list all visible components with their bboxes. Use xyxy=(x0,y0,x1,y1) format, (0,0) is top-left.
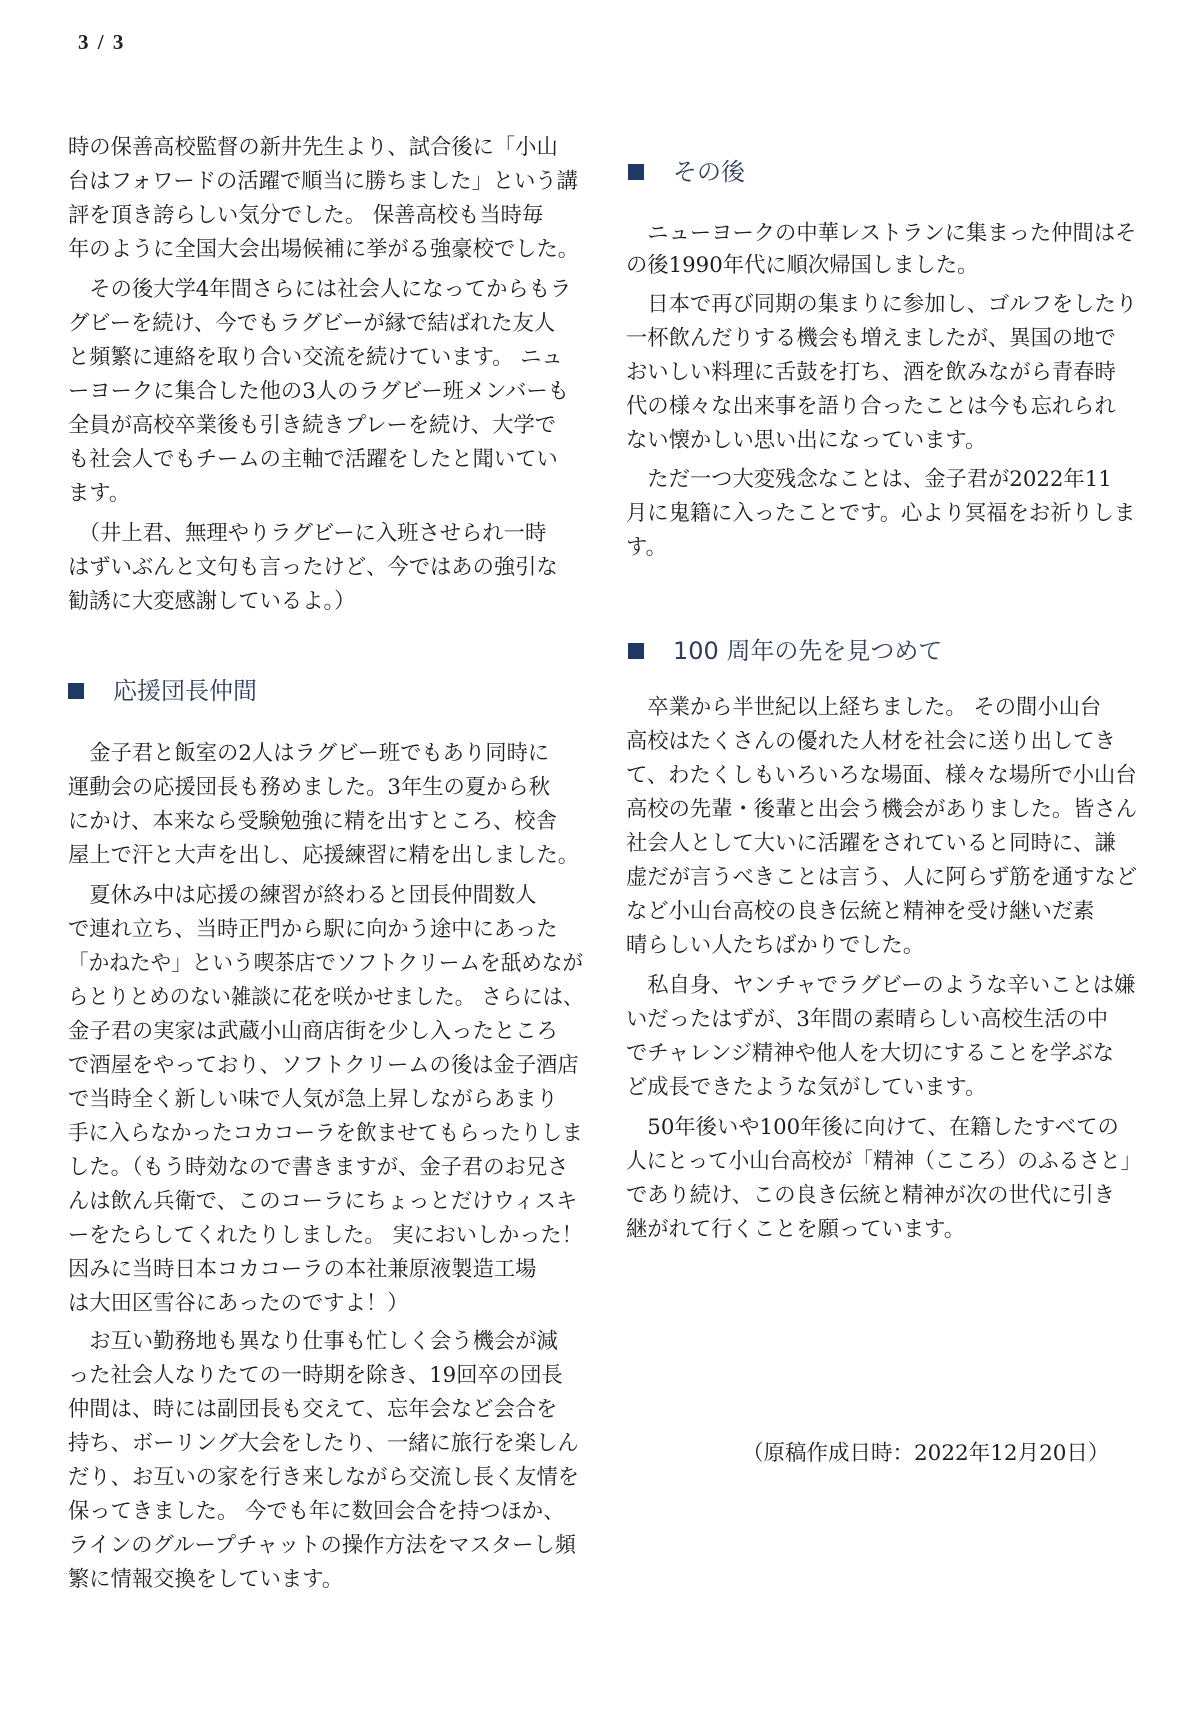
text-line: と頻繁に連絡を取り合い交流を続けています。 ニュ xyxy=(68,345,563,370)
text-line: 保ってきました。 今でも年に数回会合を持つほか、 xyxy=(68,1499,565,1524)
text-line: 持ち、ボーリング大会をしたり、一緒に旅行を楽しん xyxy=(68,1431,579,1456)
text-line: にかけ、本来なら受験勉強に精を出すところ、校舎 xyxy=(68,809,557,834)
text-line: で酒屋をやっており、ソフトクリームの後は金子酒店 xyxy=(68,1053,579,1078)
text-line: 年のように全国大会出場候補に挙がる強豪校でした。 xyxy=(68,237,580,262)
text-line: 卒業から半世紀以上経ちました。 その間小山台 xyxy=(626,695,1102,720)
section-heading-text: その後 xyxy=(673,158,745,186)
text-line: 高校はたくさんの優れた人材を社会に送り出してき xyxy=(626,729,1116,754)
text-line: 代の様々な出来事を語り合ったことは今も忘れられ xyxy=(626,394,1116,419)
text-line: でチャレンジ精神や他人を大切にすることを学ぶな xyxy=(626,1041,1115,1066)
text-line: で連れ立ち、当時正門から駅に向かう途中にあった xyxy=(68,917,558,942)
text-line: った社会人なりたての一時期を除き、19回卒の団長 xyxy=(68,1363,563,1388)
text-line: 勧誘に大変感謝しているよ。） xyxy=(68,589,356,614)
text-line: いだったはずが、3年間の素晴らしい高校生活の中 xyxy=(626,1007,1109,1032)
text-line: 夏休み中は応援の練習が終わると団長仲間数人 xyxy=(68,883,537,908)
text-line: ます。 xyxy=(68,481,131,506)
text-line: んは飲ん兵衛で、このコーラにちょっとだけウィスキ xyxy=(68,1189,578,1214)
text-line: おいしい料理に舌鼓を打ち、酒を飲みながら青春時 xyxy=(626,360,1116,385)
square-bullet-icon xyxy=(628,643,644,659)
text-line: はずいぶんと文句も言ったけど、今ではあの強引な xyxy=(68,555,558,580)
text-line: 金子君と飯室の2人はラグビー班でもあり同時に xyxy=(68,741,550,766)
text-line: など小山台高校の良き伝統と精神を受け継いだ素 xyxy=(626,899,1095,924)
text-line: お互い勤務地も異なり仕事も忙しく会う機会が減 xyxy=(68,1329,558,1354)
text-line: ただ一つ大変残念なことは、金子君が2022年11 xyxy=(626,467,1112,492)
text-line: 日本で再び同期の集まりに参加し、ゴルフをしたり xyxy=(626,292,1138,317)
text-line: 50年後いや100年後に向けて、在籍したすべての xyxy=(626,1115,1119,1140)
text-line: ない懐かしい思い出になっています。 xyxy=(626,428,987,453)
text-line: であり続け、この良き伝統と精神が次の世代に引き xyxy=(626,1183,1115,1208)
section-heading-text: 100 周年の先を見つめて xyxy=(673,637,943,665)
text-line: ニューヨークの中華レストランに集まった仲間はそ xyxy=(626,221,1137,246)
text-line: した。（もう時効なので書きますが、金子君のお兄さ xyxy=(68,1155,569,1180)
text-line: ーヨークに集合した他の3人のラグビー班メンバーも xyxy=(68,379,569,404)
text-line: 屋上で汗と大声を出し、応援練習に精を出しました。 xyxy=(68,843,580,868)
text-line: 運動会の応援団長も務めました。3年生の夏から秋 xyxy=(68,775,551,800)
text-line: 人にとって小山台高校が「精神（こころ）のふるさと」 xyxy=(626,1149,1142,1174)
text-line: 金子君の実家は武蔵小山商店街を少し入ったところ xyxy=(68,1019,558,1044)
text-line: 全員が高校卒業後も引き続きプレーを続け、大学で xyxy=(68,413,557,438)
text-line: 月に鬼籍に入ったことです。心より冥福をお祈りしま xyxy=(626,501,1136,526)
text-line: の後1990年代に順次帰国しました。 xyxy=(626,253,979,278)
text-line: その後大学4年間さらには社会人になってからもラ xyxy=(68,277,572,302)
text-line: グビーを続け、今でもラグビーが縁で結ばれた友人 xyxy=(68,311,556,336)
square-bullet-icon xyxy=(628,164,644,180)
manuscript-date: （原稿作成日時：2022年12月20日） xyxy=(742,1441,1110,1466)
text-line: 「かねたや」という喫茶店でソフトクリームを舐めなが xyxy=(68,951,584,976)
text-line: 台はフォワードの活躍で順当に勝ちました」という講 xyxy=(68,169,578,194)
text-line: 因みに当時日本コカコーラの本社兼原液製造工場 xyxy=(68,1257,537,1282)
section-heading-text: 応援団長仲間 xyxy=(113,677,257,705)
text-line: だり、お互いの家を行き来しながら交流し長く友情を xyxy=(68,1465,580,1490)
text-line: て、わたくしもいろいろな場面、様々な場所で小山台 xyxy=(626,763,1137,788)
text-line: 虚だが言うべきことは言う、人に阿らず筋を通すなど xyxy=(626,865,1138,890)
text-line: 一杯飲んだりする機会も増えましたが、異国の地で xyxy=(626,326,1116,351)
text-line: 評を頂き誇らしい気分でした。 保善高校も当時毎 xyxy=(68,203,544,228)
text-line: ーをたらしてくれたりしました。 実においしかった！ xyxy=(68,1223,583,1248)
text-line: 晴らしい人たちばかりでした。 xyxy=(626,933,925,958)
text-line: 手に入らなかったコカコーラを飲ませてもらったりしま xyxy=(68,1121,583,1146)
text-line: 時の保善高校監督の新井先生より、試合後に「小山 xyxy=(68,135,558,160)
text-line: 繁に情報交換をしています。 xyxy=(68,1567,344,1592)
text-line: 仲間は、時には副団長も交えて、忘年会など会合を xyxy=(68,1397,558,1422)
text-line: （井上君、無理やりラグビーに入班させられ一時 xyxy=(68,521,547,546)
page-number: 3 / 3 xyxy=(78,30,126,54)
text-line: 社会人として大いに活躍をされていると同時に、謙 xyxy=(626,831,1116,856)
text-line: ラインのグループチャットの操作方法をマスターし頻 xyxy=(68,1533,577,1558)
text-line: も社会人でもチームの主軸で活躍をしたと聞いてい xyxy=(68,447,558,472)
text-line: らとりとめのない雑談に花を咲かせました。 さらには、 xyxy=(68,985,584,1010)
text-line: ど成長できたような気がしています。 xyxy=(626,1075,987,1100)
text-line: で当時全く新しい味で人気が急上昇しながらあまり xyxy=(68,1087,558,1112)
text-line: 継がれて行くことを願っています。 xyxy=(626,1217,966,1242)
text-line: は大田区雪谷にあったのですよ！） xyxy=(68,1291,409,1316)
text-line: 私自身、ヤンチャでラグビーのような辛いことは嫌 xyxy=(626,973,1136,998)
text-line: 高校の先輩・後輩と出会う機会がありました。皆さん xyxy=(626,797,1138,822)
square-bullet-icon xyxy=(68,683,84,699)
text-line: す。 xyxy=(626,535,667,560)
